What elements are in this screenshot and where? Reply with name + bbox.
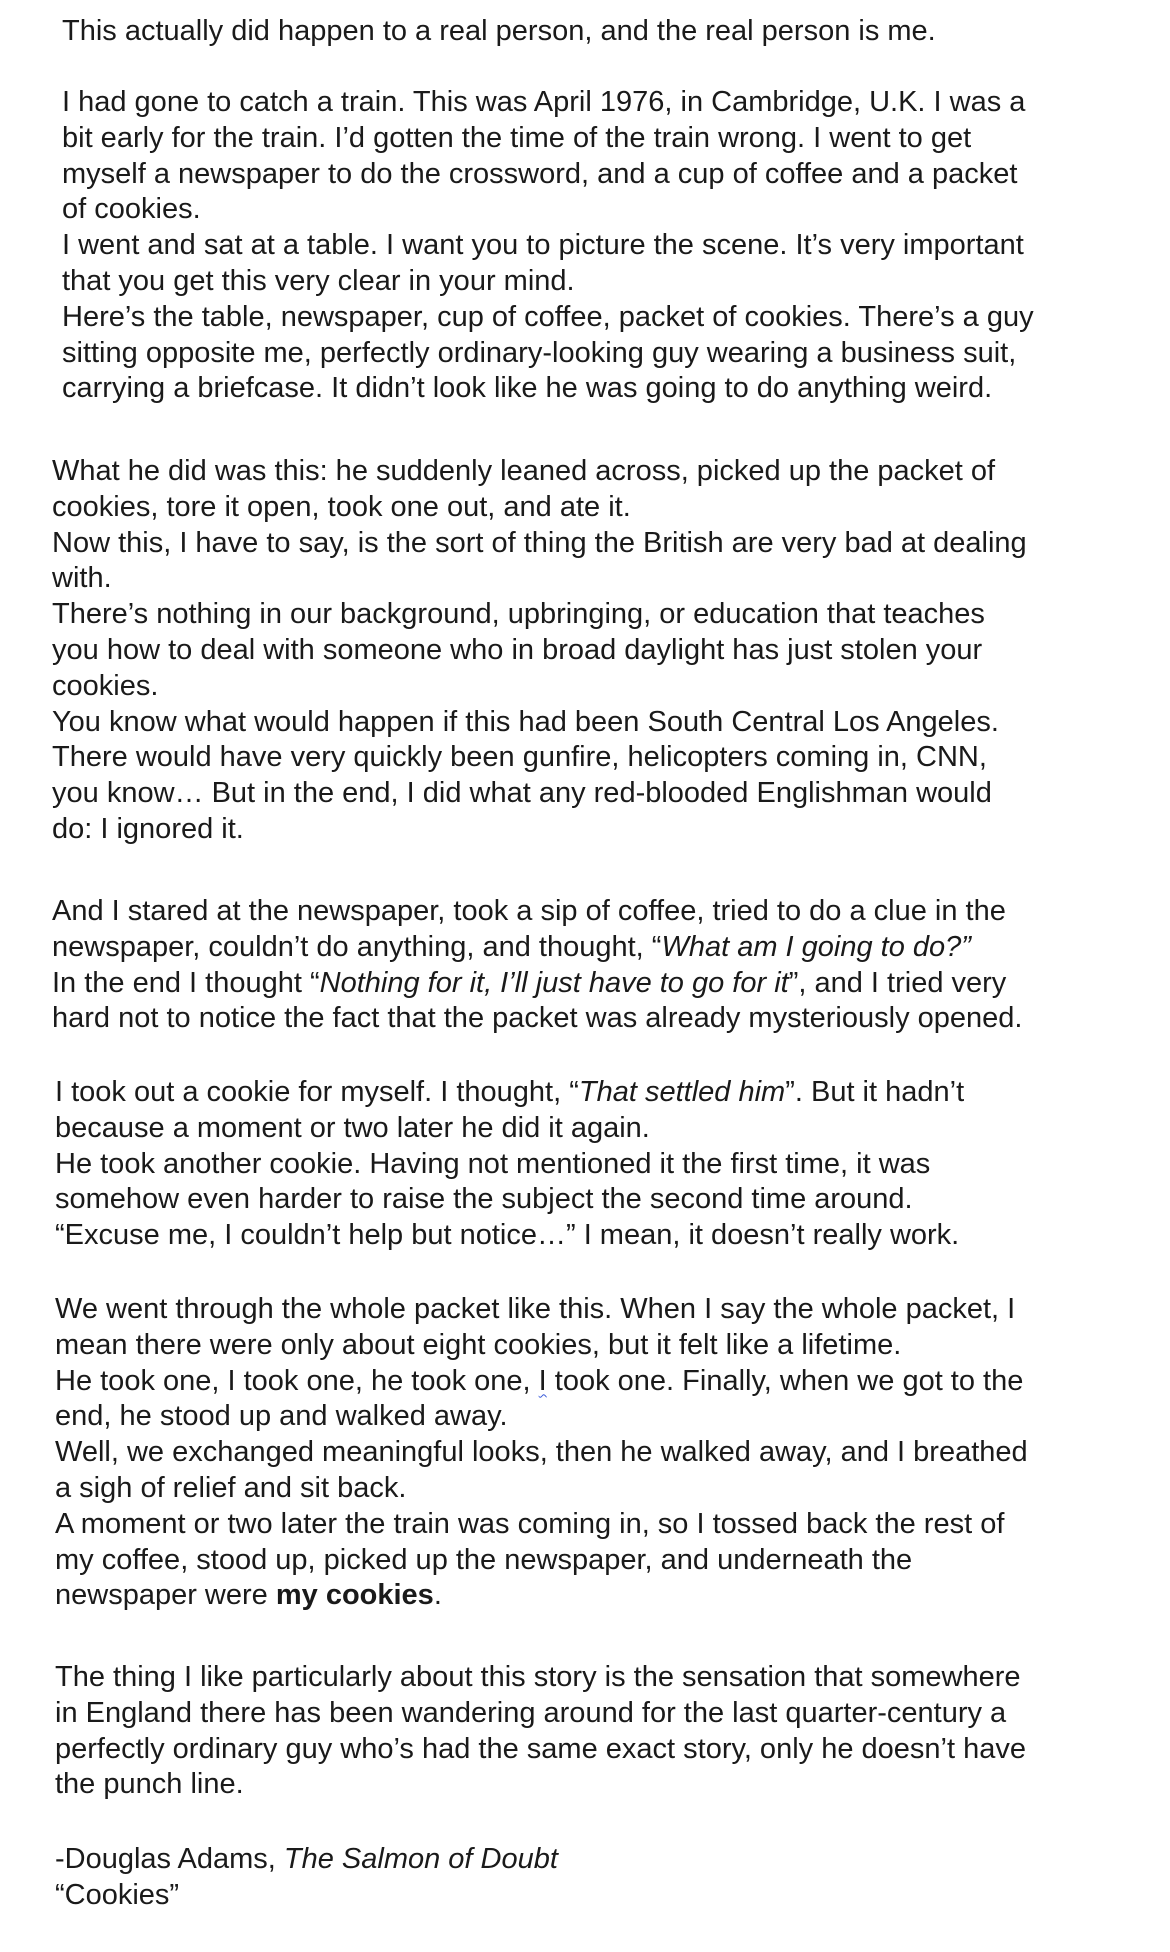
text-run: . — [433, 1579, 442, 1612]
text-line: with. — [52, 562, 112, 595]
text-line: bit early for the train. I’d gotten the time of the train wrong. I went to get — [62, 121, 972, 154]
text-line: cookies. — [52, 669, 159, 702]
text-line: my coffee, stood up, picked up the newspaper, and underneath the — [55, 1543, 913, 1576]
text-line: And I stared at the newspaper, took a sip of coffee, tried to do a clue in the — [52, 895, 1006, 927]
text-line: There’s nothing in our background, upbringing, or education that teaches — [52, 598, 985, 631]
text-line — [55, 1075, 964, 1111]
text-line: The thing I like particularly about this story is the sensation that somewhere — [55, 1661, 1021, 1693]
text-line: you how to deal with someone who in broad daylight has just stolen your — [52, 633, 983, 666]
text-line: A moment or two later the train was coming in, so I tossed back the rest of — [55, 1507, 1005, 1540]
italic-quote: Nothing for it, I’ll just have to go for it — [319, 966, 789, 999]
text-line: “Excuse me, I couldn’t help but notice…” I mean, it doesn’t really work. — [55, 1219, 960, 1252]
text-line: There would have very quickly been gunfire, helicopters coming in, CNN, — [52, 741, 987, 774]
text-line — [55, 1364, 1028, 1400]
text-line: cookies, tore it open, took one out, and ate it. — [52, 490, 631, 523]
paragraph-punch-line — [55, 1660, 1026, 1803]
text-line: do: I ignored it. — [52, 812, 244, 845]
text-line: in England there has been wandering around for the last quarter-century a — [55, 1696, 1007, 1729]
text-line — [52, 930, 1022, 966]
text-run: I took out a cookie for myself. I thought, “ — [55, 1076, 579, 1108]
text-line: you know… But in the end, I did what any red-blooded Englishman would — [52, 777, 992, 810]
text-line: myself a newspaper to do the crossword, and a cup of coffee and a packet — [62, 157, 1018, 190]
text-line: a sigh of relief and sit back. — [55, 1471, 407, 1504]
paragraph-second-cookie — [55, 1075, 964, 1254]
author-name: -Douglas Adams, — [55, 1843, 284, 1875]
text-run: He took one, I took one, he took one, — [55, 1364, 539, 1397]
paragraph-train — [62, 85, 1034, 407]
text-run: ”. But it hadn’t — [785, 1076, 965, 1108]
text-line: the punch line. — [55, 1768, 244, 1801]
paragraph-whole-packet — [55, 1292, 1028, 1614]
book-title: The Salmon of Doubt — [283, 1843, 558, 1875]
text-run: took one. Finally, when we got to the — [546, 1364, 1024, 1397]
text-line: perfectly ordinary guy who’s had the same exact story, only he doesn’t have — [55, 1732, 1026, 1765]
text-line: What he did was this: he suddenly leaned across, picked up the packet of — [52, 455, 996, 487]
text-line: of cookies. — [62, 193, 201, 226]
text-line: sitting opposite me, perfectly ordinary-looking guy wearing a business suit, — [62, 336, 1017, 369]
text-run: newspaper were — [55, 1579, 276, 1612]
text-line: This actually did happen to a real person, and the real person is me. — [62, 15, 936, 47]
text-line: because a moment or two later he did it again. — [55, 1111, 650, 1144]
story-title: “Cookies” — [55, 1878, 180, 1911]
text-line: somehow even harder to raise the subject the second time around. — [55, 1183, 913, 1216]
paragraph-newspaper — [52, 894, 1022, 1037]
text-line — [52, 966, 1022, 1002]
text-line: that you get this very clear in your mind. — [62, 264, 575, 297]
text-run: newspaper, couldn’t do anything, and thought, “ — [52, 930, 662, 963]
paragraph-intro — [62, 14, 936, 50]
paragraph-stolen-cookies — [52, 454, 1027, 848]
text-line: Now this, I have to say, is the sort of thing the British are very bad at dealing — [52, 526, 1027, 559]
text-line: hard not to notice the fact that the packet was already mysteriously opened. — [52, 1002, 1023, 1035]
text-run: In the end I thought “ — [52, 966, 320, 999]
text-line: Well, we exchanged meaningful looks, then he walked away, and I breathed — [55, 1436, 1028, 1469]
text-line: I had gone to catch a train. This was April 1976, in Cambridge, U.K. I was a — [62, 86, 1026, 118]
italic-quote: What am I going to do?” — [661, 930, 971, 963]
text-line: Here’s the table, newspaper, cup of coffee, packet of cookies. There’s a guy — [62, 300, 1034, 333]
bold-phrase: my cookies — [275, 1579, 434, 1612]
text-line: We went through the whole packet like this. When I say the whole packet, I — [55, 1293, 1016, 1325]
text-line — [55, 1578, 1028, 1614]
spellcheck-mark: I — [538, 1364, 547, 1397]
text-line: He took another cookie. Having not mentioned it the first time, it was — [55, 1147, 931, 1180]
text-line: I went and sat at a table. I want you to picture the scene. It’s very important — [62, 229, 1024, 262]
text-line: end, he stood up and walked away. — [55, 1400, 508, 1433]
italic-quote: That settled him — [578, 1076, 786, 1108]
attribution — [55, 1842, 558, 1914]
attribution-line — [55, 1842, 558, 1878]
text-line: You know what would happen if this had been South Central Los Angeles. — [52, 705, 999, 738]
text-line: mean there were only about eight cookies, but it felt like a lifetime. — [55, 1328, 902, 1361]
text-line: carrying a briefcase. It didn’t look like he was going to do anything weird. — [62, 372, 993, 405]
text-run: ”, and I tried very — [788, 966, 1007, 999]
